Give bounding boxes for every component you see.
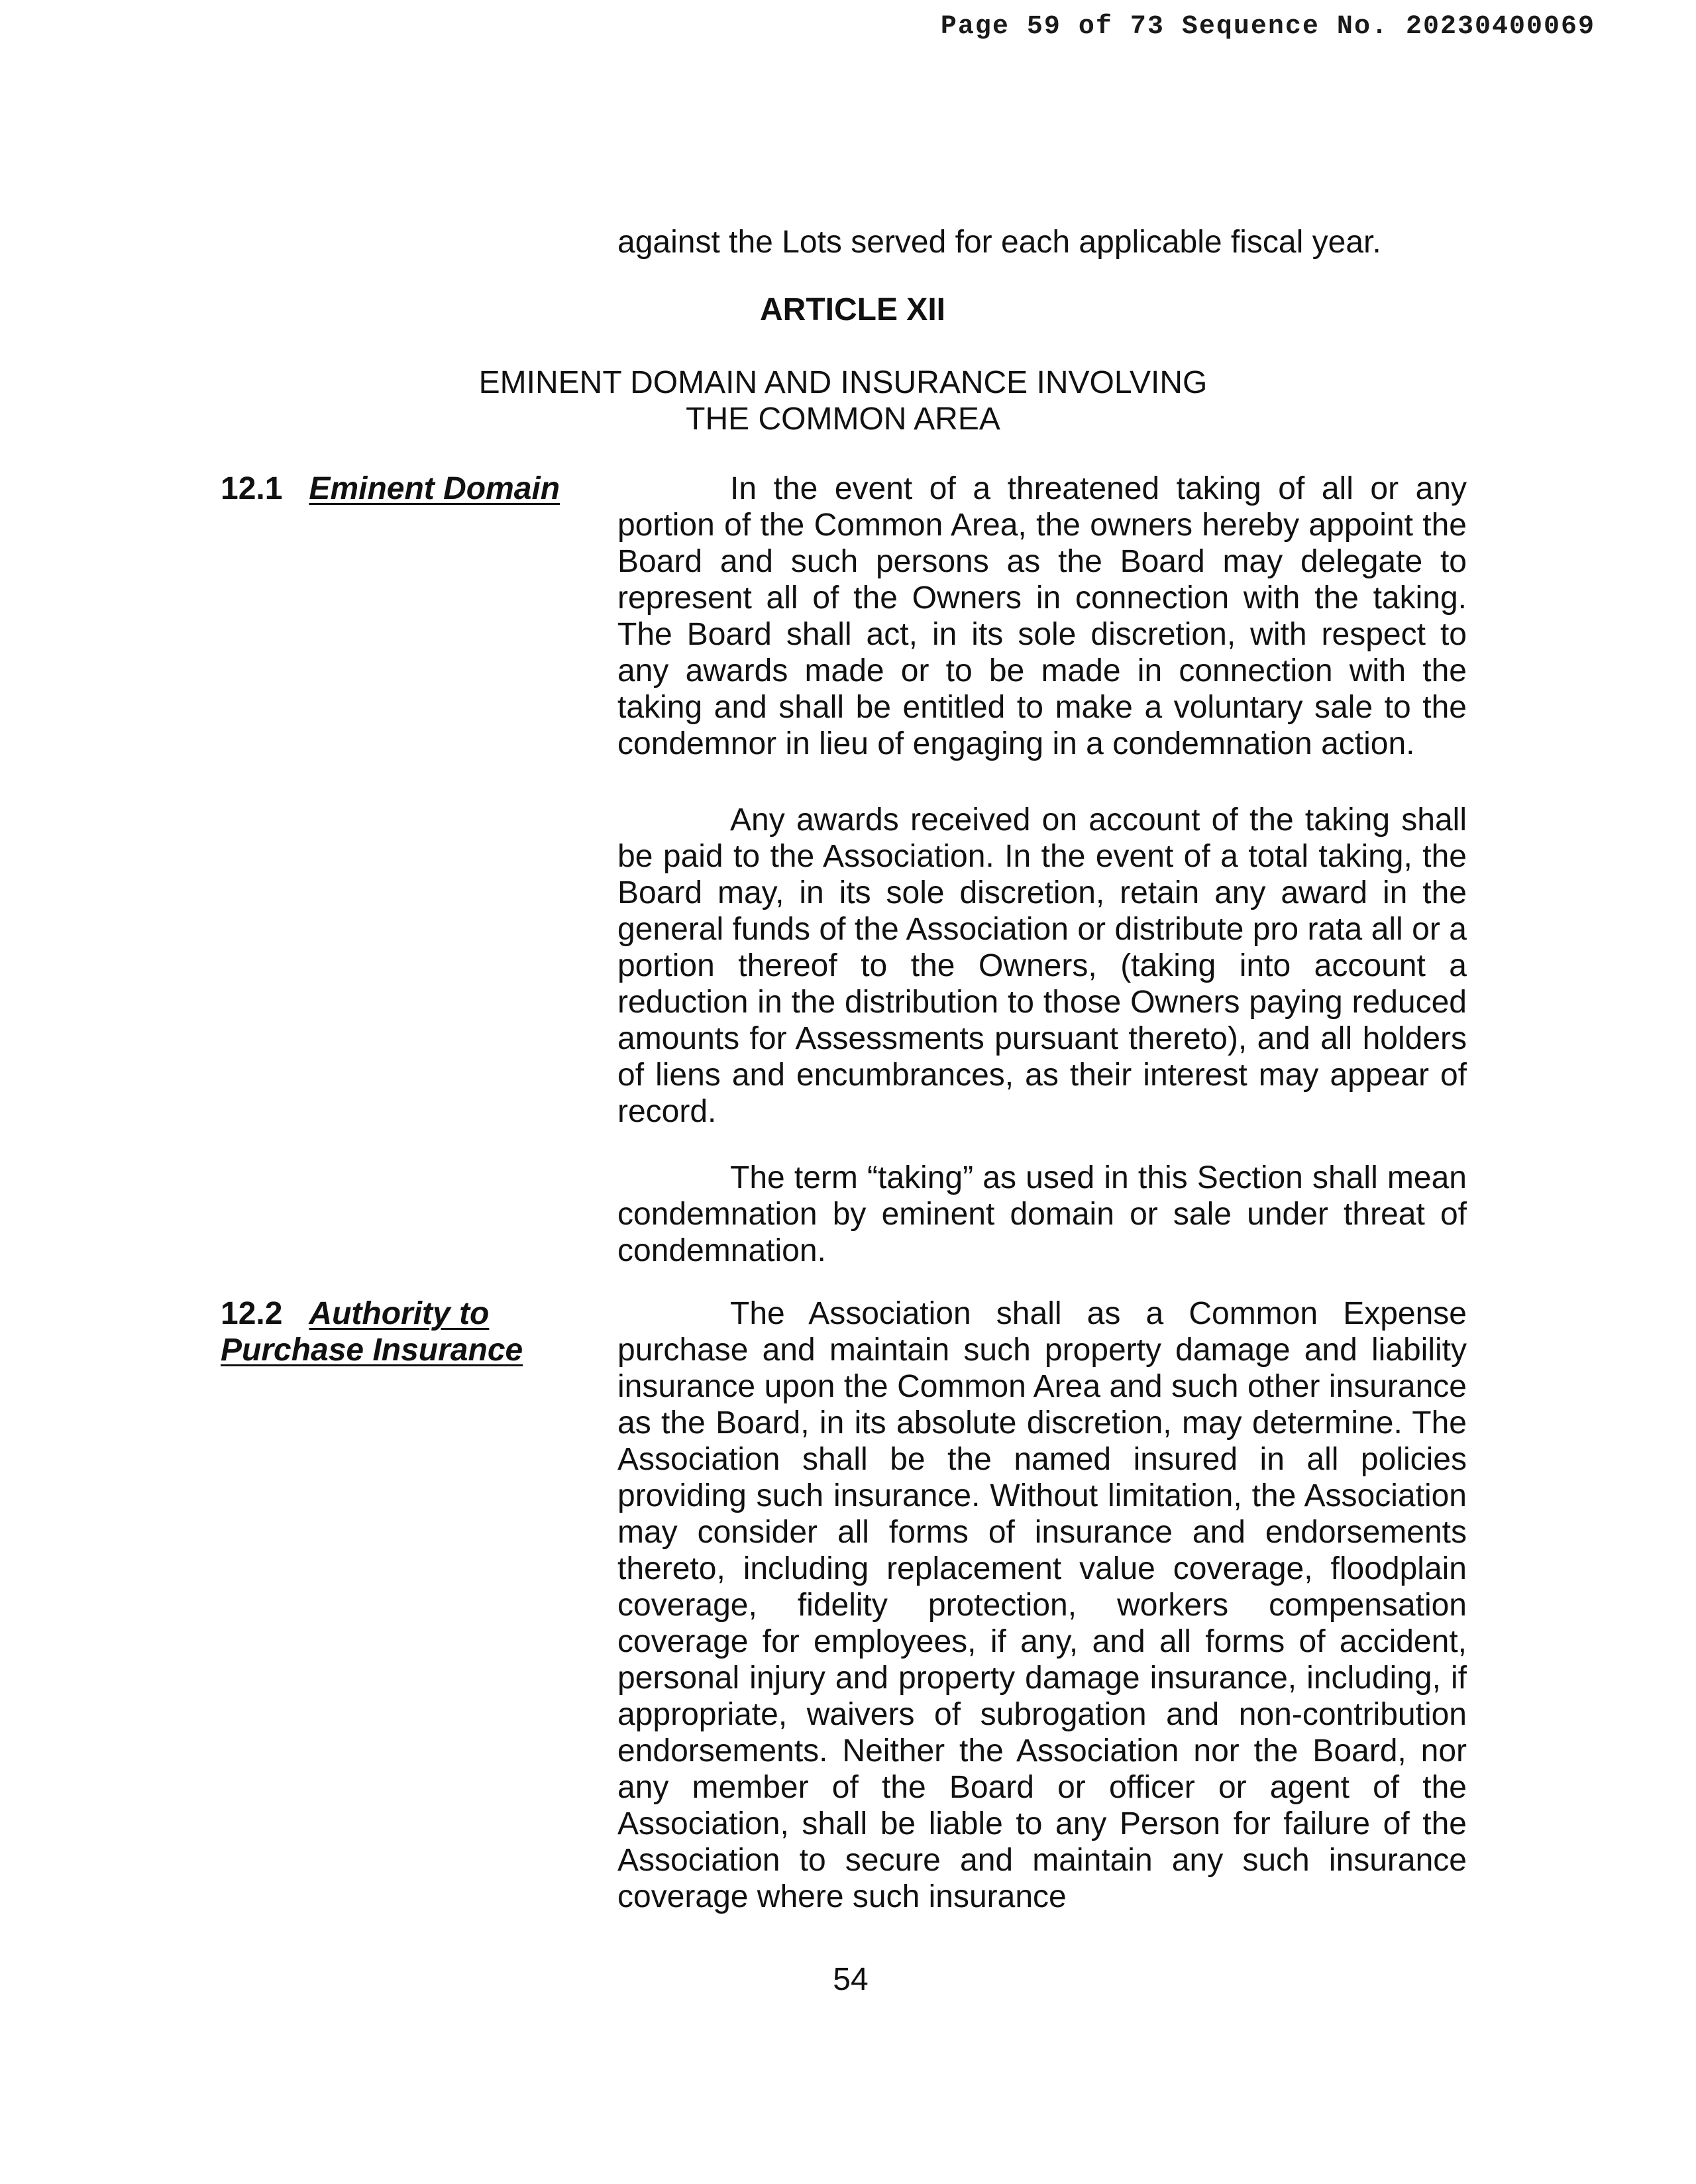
section-12-1-heading [221,470,592,507]
section-title: Eminent Domain [309,471,560,506]
page-number: 54 [833,1962,869,1997]
section-12-1-paragraph-3: The term “taking” as used in this Section shall mean condemnation by eminent domain or sale under threat of condemnation. [617,1160,1467,1268]
section-12-1-paragraph-2: Any awards received on account of the taking shall be paid to the Association. In the event of a total taking, the Board may, in its sole discretion, retain any award in the general funds of the Association or distribute pro rata all or a portion thereof to the Owners, (taking into account a reduction in the distribution to those Owners paying reduced amounts for Assessments pursuant thereto), and all holders of liens and encumbrances, as their interest may appear of record. [617,802,1467,1129]
page-sequence-stamp: Page 59 of 73 Sequence No. 20230400069 [940,12,1595,42]
section-title-line-1: Authority to [309,1296,490,1331]
continuation-line: against the Lots served for each applicable fiscal year. [617,225,1381,260]
article-subtitle [464,364,1222,437]
section-12-2-paragraph-1: The Association shall as a Common Expense purchase and maintain such property damage and liability insurance upon the Common Area and such other insurance as the Board, in its absolute discretion, may determine. The Association shall be the named insured in all policies providing such insurance. Without limitation, the Association may consider all forms of insurance and endorsements thereto, including replacement value coverage, floodplain coverage, fidelity protection, workers compensation coverage for employees, if any, and all forms of accident, personal injury and property damage insurance, including, if appropriate, waivers of subrogation and non-contribution endorsements. Neither the Association nor the Board, nor any member of the Board or officer or agent of the Association, shall be liable to any Person for failure of the Association to secure and maintain any such insurance coverage where such insurance [617,1296,1467,1914]
section-12-2-heading [221,1295,592,1368]
section-title-line-2: Purchase Insurance [221,1333,523,1368]
section-number: 12.1 [221,471,283,506]
section-12-1-paragraph-1: In the event of a threatened taking of all or any portion of the Common Area, the owners hereby appoint the Board and such persons as the Board may delegate to represent all of the Owners in connection with the taking. The Board shall act, in its sole discretion, with respect to any awards made or to be made in connection with the taking and shall be entitled to make a voluntary sale to the condemnor in lieu of engaging in a condemnation action. [617,471,1467,761]
section-number: 12.2 [221,1296,283,1331]
article-subtitle-line-2: THE COMMON AREA [686,402,1000,437]
article-subtitle-line-1: EMINENT DOMAIN AND INSURANCE INVOLVING [478,365,1208,400]
article-heading: ARTICLE XII [759,292,945,327]
